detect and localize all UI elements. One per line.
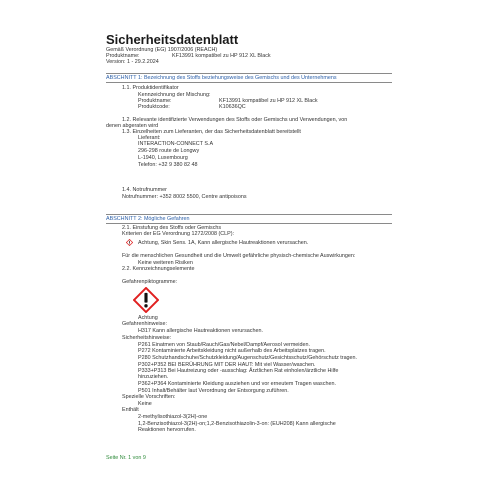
special-label: Spezielle Vorschriften:: [122, 394, 176, 400]
supplier-city: L-1940, Luxembourg: [138, 155, 188, 161]
contains-substance-1: 2-methylisothiazol-3(2H)-one: [138, 414, 208, 420]
supplier-street: 296-298 route de Longwy: [138, 148, 200, 154]
supplier-phone: Telefon: +32 9 380 82 48: [138, 162, 198, 168]
document-title: Sicherheitsdatenblatt: [106, 32, 239, 47]
effects-label: Für die menschlichen Gesundheit und die Umwelt gefährliche physisch-chemische Auswirkungen:: [122, 253, 356, 259]
hazard-label: Gefahrenhinweise:: [122, 321, 167, 327]
header-product-name: KF13991 kompatibel zu HP 912 XL Black: [172, 53, 271, 59]
s2-1-heading: 2.1. Einstufung des Stoffs oder Gemischs: [122, 225, 222, 231]
page-number: Seite Nr. 1 von 9: [106, 455, 146, 461]
emergency-number: Notrufnummer: +352 8002 5500, Centre antipoisons: [122, 194, 247, 200]
mixture-label: Kennzeichnung der Mischung:: [138, 92, 211, 98]
section-1-heading: ABSCHNITT 1: Bezeichnung des Stoffs beziehungsweise des Gemischs und des Unternehmens: [106, 75, 337, 81]
precaution-p501: P501 Inhalt/Behälter laut Verordnung der Entsorgung zuführen.: [138, 388, 289, 394]
ghs07-exclamation-pictogram-icon: [133, 287, 159, 313]
classification-text: Achtung, Skin Sens. 1A, Kann allergische Hautreaktionen verursachen.: [138, 240, 309, 246]
s1-2-line1: 1.2. Relevante identifizierte Verwendungen des Stoffs oder Gemischs und Verwendungen, von: [122, 117, 348, 123]
s2-2-heading: 2.2. Kennzeichnungselemente: [122, 266, 195, 272]
regulation-text: Gemäß Verordnung (EG) 1907/2006 (REACH): [106, 47, 218, 53]
special-value: Keine: [138, 401, 152, 407]
section-2-heading: ABSCHNITT 2: Mögliche Gefahren: [106, 216, 190, 222]
contains-substance-2-line1: 1,2-Benzisothiazol-3(2H)-on;1,2-Benzisothiazolin-3-on: (EUH208) Kann allergische: [138, 421, 336, 427]
s1-product-code-label: Produktcode:: [138, 104, 170, 110]
s1-4-heading: 1.4. Notrufnummer: [122, 187, 167, 193]
supplier-name: INTERACTION-CONNECT S.A: [138, 141, 214, 147]
section-1-rule-bottom: [106, 82, 392, 83]
version-text: Version: 1 - 29.2.2024: [106, 59, 159, 65]
section-1-rule: [106, 73, 392, 74]
s1-product-name-label: Produktname:: [138, 98, 172, 104]
contains-substance-2-line2: Reaktionen hervorrufen.: [138, 427, 196, 433]
clp-criteria: Kriterien der EG Verordnung 1272/2008 (CLP):: [122, 231, 235, 237]
section-2-rule: [106, 214, 392, 215]
header-product-name-label: Produktname:: [106, 53, 140, 59]
precaution-p362: P362+P364 Kontaminierte Kleidung ausziehen und vor erneutem Tragen waschen.: [138, 381, 336, 387]
precaution-p272: P272 Kontaminierte Arbeitskleidung nicht außerhalb des Arbeitsplatzes tragen.: [138, 348, 326, 354]
s1-2-line2: denen abgeraten wird: [106, 123, 159, 129]
precaution-label: Sicherheitshinweise:: [122, 335, 172, 341]
precaution-p280: P280 Schutzhandschuhe/Schutzkleidung/Augenschutz/Gesichtsschutz/Gehörschutz tragen.: [138, 355, 358, 361]
hazard-h317: H317 Kann allergische Hautreaktionen verursachen.: [138, 328, 263, 334]
precaution-p333-line1: P333+P313 Bei Hautreizung oder -ausschlag: Ärztlichen Rat einholen/ärztliche Hilfe: [138, 368, 339, 374]
section-2-rule-bottom: [106, 223, 392, 224]
supplier-label: Lieferant:: [138, 135, 161, 141]
s1-3-heading: 1.3. Einzelheiten zum Lieferanten, der das Sicherheitsdatenblatt bereitstellt: [122, 129, 301, 135]
signal-word: Achtung: [138, 315, 158, 321]
contains-label: Enthält: [122, 407, 139, 413]
pictograms-label: Gefahrenpiktogramme:: [122, 279, 178, 285]
precaution-p261: P261 Einatmen von Staub/Rauch/Gas/Nebel/Dampf/Aerosol vermeiden.: [138, 342, 310, 348]
exclamation-warning-icon: [126, 239, 133, 246]
effects-value: Keine weiteren Risiken: [138, 260, 193, 266]
s1-1-heading: 1.1. Produktidentifikator: [122, 85, 179, 91]
s1-product-name: KF13991 kompatibel zu HP 912 XL Black: [219, 98, 318, 104]
precaution-p302: P302+P352 BEI BERÜHRUNG MIT DER HAUT: Mit viel Wasser/waschen.: [138, 362, 316, 368]
precaution-p333-line2: hinzuziehen.: [138, 374, 169, 380]
s1-product-code: K10636QC: [219, 104, 246, 110]
